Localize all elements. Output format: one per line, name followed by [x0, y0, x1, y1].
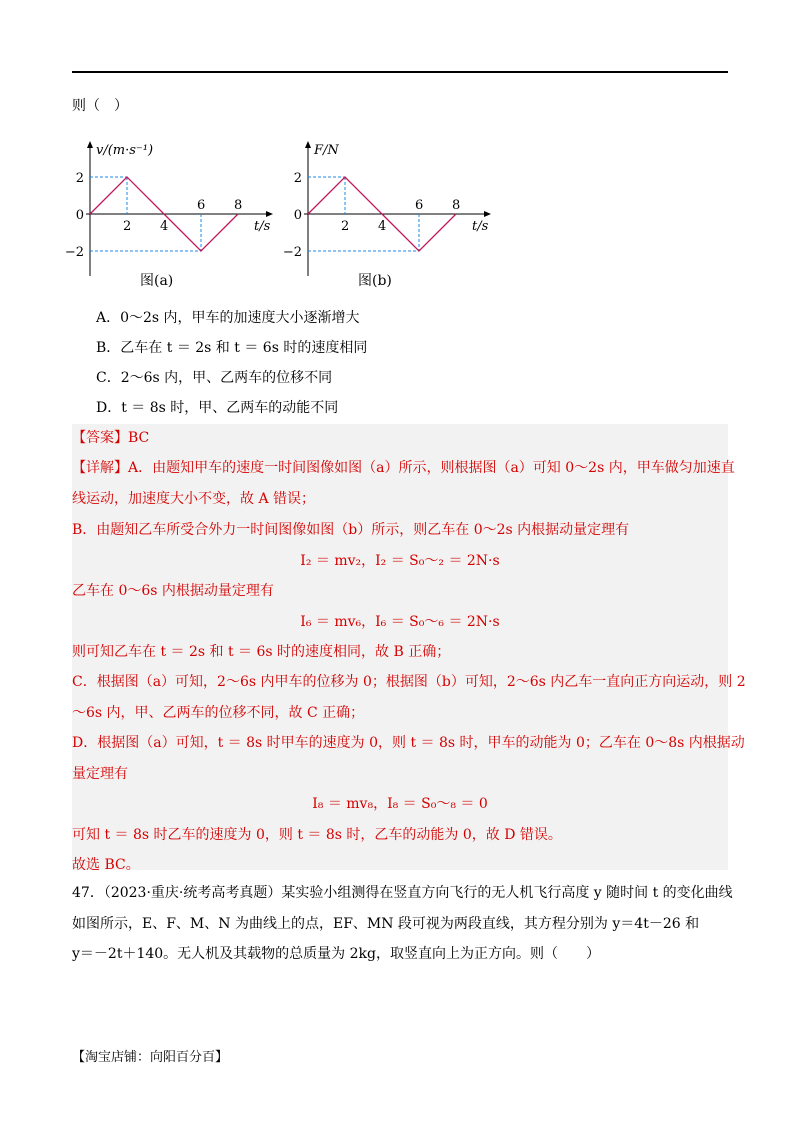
x-tick-label: 8 — [234, 198, 243, 213]
y-tick-label: −2 — [64, 245, 84, 260]
footer: 【淘宝店铺：向阳百分百】 — [72, 1050, 229, 1065]
y-tick-label: −2 — [282, 245, 302, 260]
y-tick-label: 2 — [293, 171, 302, 186]
top-rule — [72, 71, 728, 73]
answer-detail-1: 【详解】A．由题知甲车的速度一时间图像如图（a）所示，则根据图（a）可知 0～2s 内，甲车做匀加速直 — [72, 460, 735, 476]
equation-2: I₆ ＝ mv₆，I₆ ＝ S₀～₆ ＝ 2N·s — [300, 614, 500, 630]
answer-detail-3: B．由题知乙车所受合外力一时间图像如图（b）所示，则乙车在 0～2s 内根据动量定理有 — [72, 522, 630, 538]
y-tick-label: 2 — [75, 171, 84, 186]
graph-a — [65, 143, 271, 276]
question-intro: 则（ ） — [72, 98, 128, 114]
x-tick-label: 6 — [415, 198, 424, 213]
equation-1: I₂ ＝ mv₂，I₂ ＝ S₀～₂ ＝ 2N·s — [300, 553, 500, 569]
q47-line-2: 如图所示，E、F、M、N 为曲线上的点，EF、MN 段可视为两段直线，其方程分别为 y＝4t－26 和 — [72, 916, 700, 932]
answer-detail-4: 乙车在 0～6s 内根据动量定理有 — [72, 583, 274, 599]
x-axis-label: t/s — [254, 219, 271, 234]
y-axis-label: F/N — [314, 143, 339, 158]
answer-detail-11: 故选 BC。 — [72, 857, 140, 873]
x-tick-label: 2 — [123, 219, 132, 234]
x-tick-label: 4 — [160, 219, 169, 234]
caption-a: 图(a) — [140, 273, 174, 289]
y-tick-label: 0 — [75, 208, 84, 223]
x-tick-label: 8 — [452, 198, 461, 213]
answer-detail-5: 则可知乙车在 t ＝ 2s 和 t ＝ 6s 时的速度相同，故 B 正确； — [72, 644, 451, 660]
answer-detail-6: C．根据图（a）可知，2～6s 内甲车的位移为 0；根据图（b）可知，2～6s 内乙车一直向正方向运动，则 2 — [72, 674, 746, 690]
q47-line-1: 47．（2023·重庆·统考高考真题）某实验小组测得在竖直方向飞行的无人机飞行高度 y 随时间 t 的变化曲线 — [72, 885, 733, 901]
answer-detail-10: 可知 t ＝ 8s 时乙车的速度为 0，则 t ＝ 8s 时，乙车的动能为 0，故 D 错误。 — [72, 827, 562, 843]
x-axis-label: t/s — [472, 219, 489, 234]
y-axis-label: v/(m·s⁻¹) — [96, 143, 154, 158]
answer-detail-7: ～6s 内，甲、乙两车的位移不同，故 C 正确； — [72, 705, 365, 721]
caption-b: 图(b) — [358, 273, 392, 289]
option-c: C．2～6s 内，甲、乙两车的位移不同 — [96, 370, 333, 386]
graph-b — [283, 143, 489, 276]
equation-3: I₈ ＝ mv₈，I₈ ＝ S₀～₈ ＝ 0 — [312, 796, 488, 812]
q47-line-3: y＝－2t＋140。无人机及其载物的总质量为 2kg，取竖直向上为正方向。则（ ） — [72, 946, 600, 962]
answer-detail-9: 量定理有 — [72, 766, 128, 782]
x-tick-label: 2 — [341, 219, 350, 234]
option-a: A．0～2s 内，甲车的加速度大小逐渐增大 — [96, 310, 360, 326]
answer-detail-8: D．根据图（a）可知，t ＝ 8s 时甲车的速度为 0，则 t ＝ 8s 时，甲车的动能为 0；乙车在 0～8s 内根据动 — [72, 735, 745, 751]
x-tick-label: 4 — [378, 219, 387, 234]
option-b: B．乙车在 t ＝ 2s 和 t ＝ 6s 时的速度相同 — [96, 340, 368, 356]
x-tick-label: 6 — [197, 198, 206, 213]
graphs-svg — [64, 136, 489, 296]
answer-detail-2: 线运动，加速度大小不变，故 A 错误； — [72, 491, 316, 507]
y-tick-label: 0 — [293, 208, 302, 223]
answer-label: 【答案】BC — [72, 430, 150, 446]
option-d: D．t ＝ 8s 时，甲、乙两车的动能不同 — [96, 400, 339, 416]
figure — [64, 136, 489, 296]
